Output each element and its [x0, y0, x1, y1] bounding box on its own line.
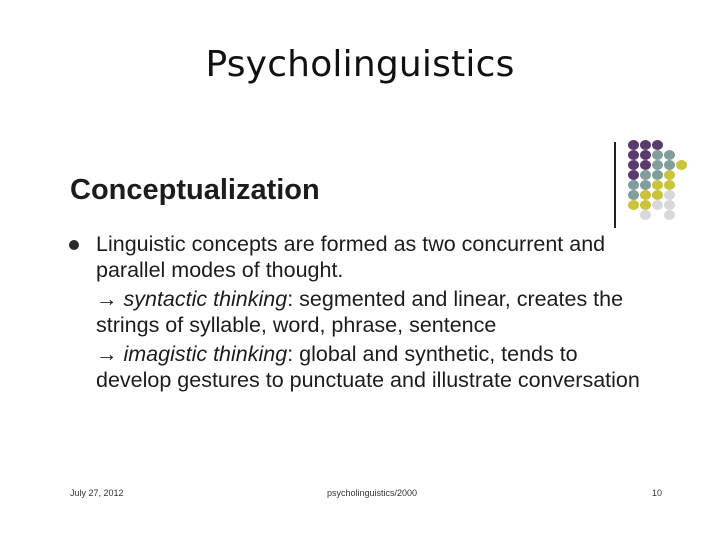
arrow-icon: →: [96, 287, 118, 312]
sub-item-syntactic: [96, 287, 656, 338]
decorative-dot-grid: [626, 140, 694, 216]
dot: [664, 160, 675, 170]
embedded-slide: [0, 130, 720, 510]
dot: [628, 140, 639, 150]
dot: [640, 200, 651, 210]
dot: [628, 160, 639, 170]
dot: [628, 180, 639, 190]
footer-date: July 27, 2012: [70, 488, 124, 498]
footer-page: 10: [652, 488, 663, 498]
text-syntactic: : segmented and linear, creates the strings of syllable, word, phrase, sentence: [96, 287, 624, 337]
term-imagistic: imagistic thinking: [123, 342, 288, 367]
dot: [628, 190, 639, 200]
dot: [652, 160, 663, 170]
divider-line: [614, 142, 616, 228]
dot: [640, 160, 651, 170]
dot: [628, 200, 639, 210]
dot: [664, 190, 675, 200]
arrow-icon: →: [96, 342, 118, 367]
bullet-intro: Linguistic concepts are formed as two concurrent and parallel modes of thought.: [96, 232, 606, 282]
dot: [652, 180, 663, 190]
dot: [628, 170, 639, 180]
embedded-heading: Conceptualization: [70, 174, 320, 206]
dot: [652, 170, 663, 180]
dot: [628, 150, 639, 160]
dot: [664, 170, 675, 180]
dot: [664, 150, 675, 160]
dot: [652, 200, 663, 210]
dot: [640, 150, 651, 160]
dot: [676, 160, 687, 170]
dot: [664, 210, 675, 220]
sub-item-imagistic: [96, 342, 656, 393]
dot: [652, 150, 663, 160]
dot: [640, 180, 651, 190]
dot: [664, 200, 675, 210]
dot: [652, 190, 663, 200]
slide-title: Psycholinguistics: [205, 44, 515, 85]
dot: [640, 210, 651, 220]
term-syntactic: syntactic thinking: [123, 287, 288, 312]
footer-center: psycholinguistics/2000: [327, 488, 418, 498]
dot: [640, 170, 651, 180]
dot: [640, 140, 651, 150]
text-imagistic: : global and synthetic, tends to develop gestures to punctuate and illustrate conversation: [96, 342, 640, 392]
dot: [664, 180, 675, 190]
dot: [640, 190, 651, 200]
dot: [652, 140, 663, 150]
bullet-block: [96, 232, 656, 398]
bullet-dot-icon: [69, 240, 79, 250]
